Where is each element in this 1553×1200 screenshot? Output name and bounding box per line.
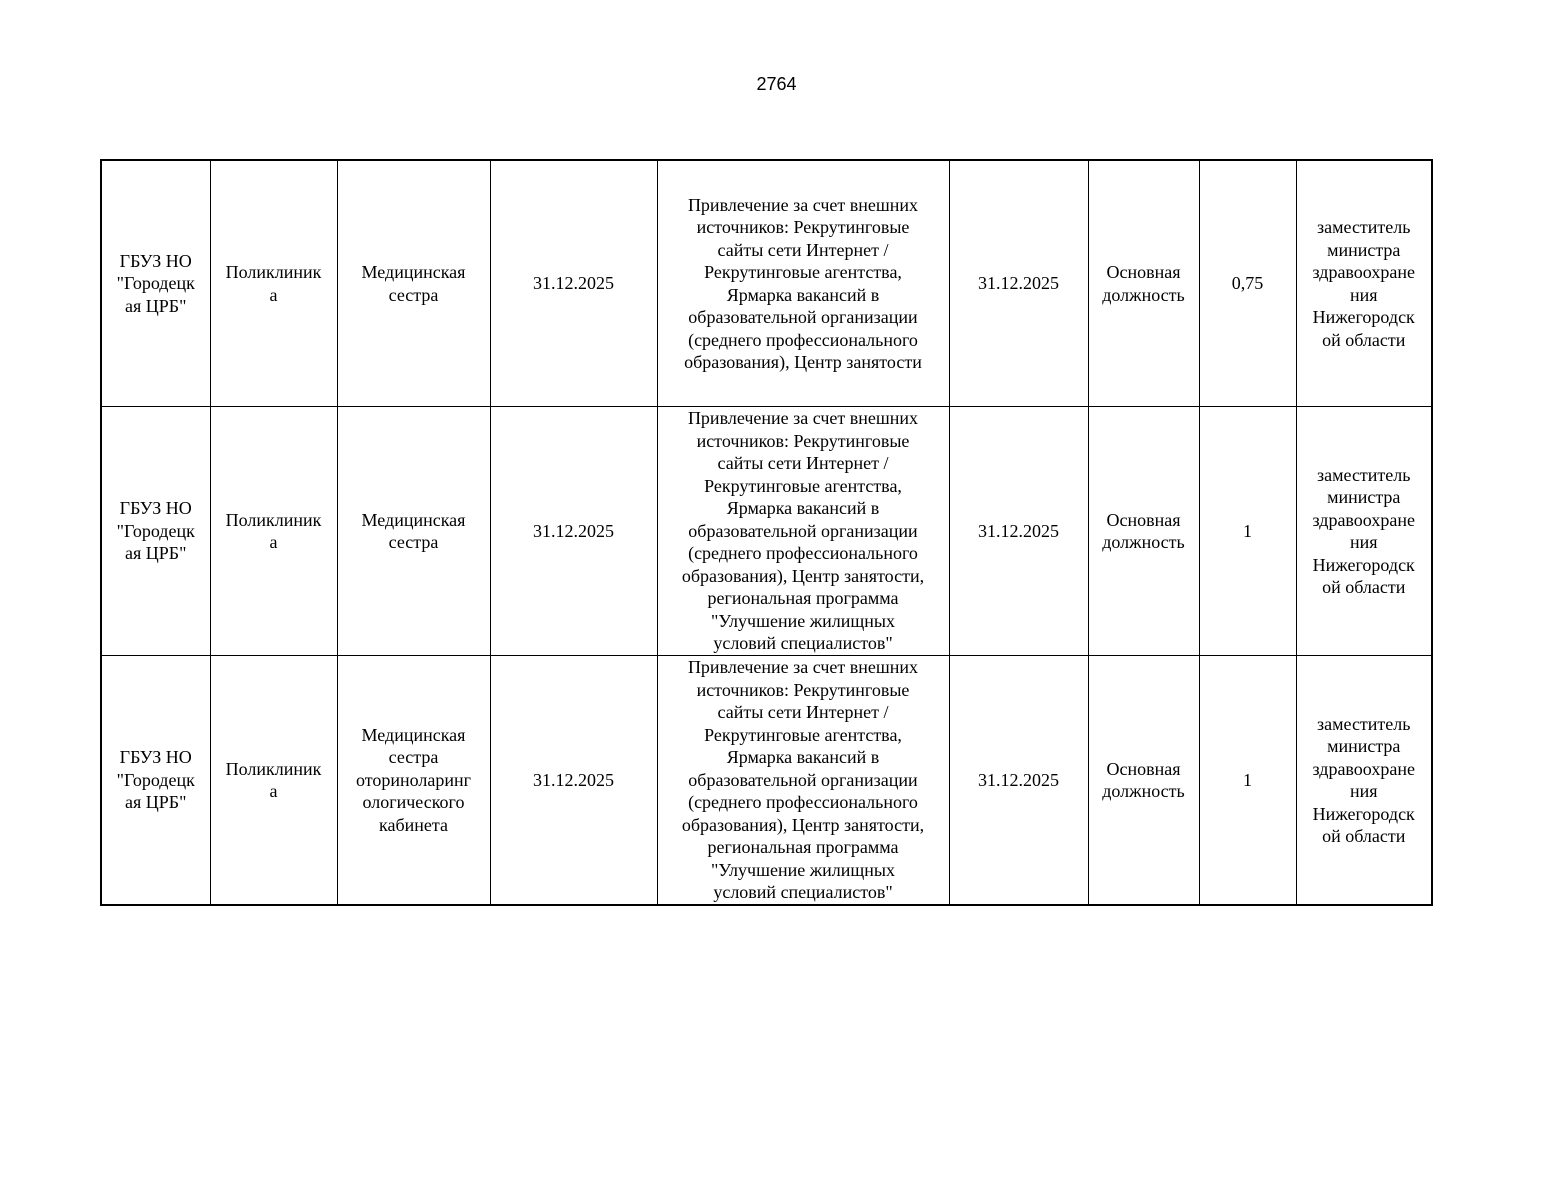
rate-text: 1 — [1243, 520, 1252, 541]
department-cell — [210, 407, 337, 656]
responsible-cell — [1296, 407, 1432, 656]
job-type-text: Основная должность — [1102, 509, 1185, 552]
date-cell — [949, 160, 1088, 407]
position-cell — [337, 160, 490, 407]
organization-cell — [101, 407, 210, 656]
rate-text: 1 — [1243, 769, 1252, 790]
responsible-cell — [1296, 160, 1432, 407]
date-cell — [490, 656, 657, 906]
method-cell — [657, 656, 949, 906]
responsible-text: заместитель министра здравоохране ния Нижегородск ой области — [1312, 217, 1415, 350]
rate-cell — [1199, 407, 1296, 656]
job-type-text: Основная должность — [1102, 758, 1185, 801]
position-cell — [337, 656, 490, 906]
table-row — [101, 160, 1432, 407]
position-text: Медицинская сестра — [361, 509, 466, 552]
organization-text: ГБУЗ НО "Городецк ая ЦРБ" — [116, 250, 195, 316]
responsible-cell — [1296, 656, 1432, 906]
method-text: Привлечение за счет внешних источников: Рекрутинговые сайты сети Интернет / Рекрутинговые агентства, Ярмарка вакансий в образовательной организации (среднего профессионального образования), Центр занятости, региональная программа "Улучшение жилищных условий специалистов" — [681, 408, 925, 654]
date-text: 31.12.2025 — [533, 769, 614, 790]
page-number: 2764 — [756, 74, 797, 94]
method-cell — [657, 407, 949, 656]
responsible-text: заместитель министра здравоохране ния Нижегородск ой области — [1312, 713, 1415, 846]
job-type-cell — [1088, 160, 1199, 407]
date-text: 31.12.2025 — [978, 273, 1059, 294]
method-text: Привлечение за счет внешних источников: Рекрутинговые сайты сети Интернет / Рекрутинговые агентства, Ярмарка вакансий в образовательной организации (среднего профессионального образования), Центр занятости — [684, 194, 922, 372]
organization-text: ГБУЗ НО "Городецк ая ЦРБ" — [116, 747, 195, 813]
date-text: 31.12.2025 — [533, 520, 614, 541]
date-cell — [949, 656, 1088, 906]
rate-cell — [1199, 160, 1296, 407]
department-cell — [210, 160, 337, 407]
job-type-cell — [1088, 407, 1199, 656]
date-cell — [490, 160, 657, 407]
job-type-text: Основная должность — [1102, 262, 1185, 305]
vacancy-table — [100, 159, 1433, 906]
job-type-cell — [1088, 656, 1199, 906]
organization-text: ГБУЗ НО "Городецк ая ЦРБ" — [116, 498, 195, 564]
organization-cell — [101, 160, 210, 407]
date-cell — [949, 407, 1088, 656]
date-text: 31.12.2025 — [978, 769, 1059, 790]
position-text: Медицинская сестра — [361, 262, 466, 305]
department-text: Поликлиник а — [225, 758, 322, 801]
table-row — [101, 407, 1432, 656]
position-cell — [337, 407, 490, 656]
department-text: Поликлиник а — [225, 509, 322, 552]
responsible-text: заместитель министра здравоохране ния Нижегородск ой области — [1312, 464, 1415, 597]
date-text: 31.12.2025 — [978, 520, 1059, 541]
position-text: Медицинская сестра оториноларинг ологического кабинета — [355, 724, 472, 835]
department-text: Поликлиник а — [225, 262, 322, 305]
rate-text: 0,75 — [1231, 273, 1264, 294]
rate-cell — [1199, 656, 1296, 906]
department-cell — [210, 656, 337, 906]
organization-cell — [101, 656, 210, 906]
method-text: Привлечение за счет внешних источников: Рекрутинговые сайты сети Интернет / Рекрутинговые агентства, Ярмарка вакансий в образовательной организации (среднего профессионального образования), Центр занятости, региональная программа "Улучшение жилищных условий специалистов" — [681, 657, 925, 903]
date-cell — [490, 407, 657, 656]
date-text: 31.12.2025 — [533, 273, 614, 294]
method-cell — [657, 160, 949, 407]
table-row — [101, 656, 1432, 906]
